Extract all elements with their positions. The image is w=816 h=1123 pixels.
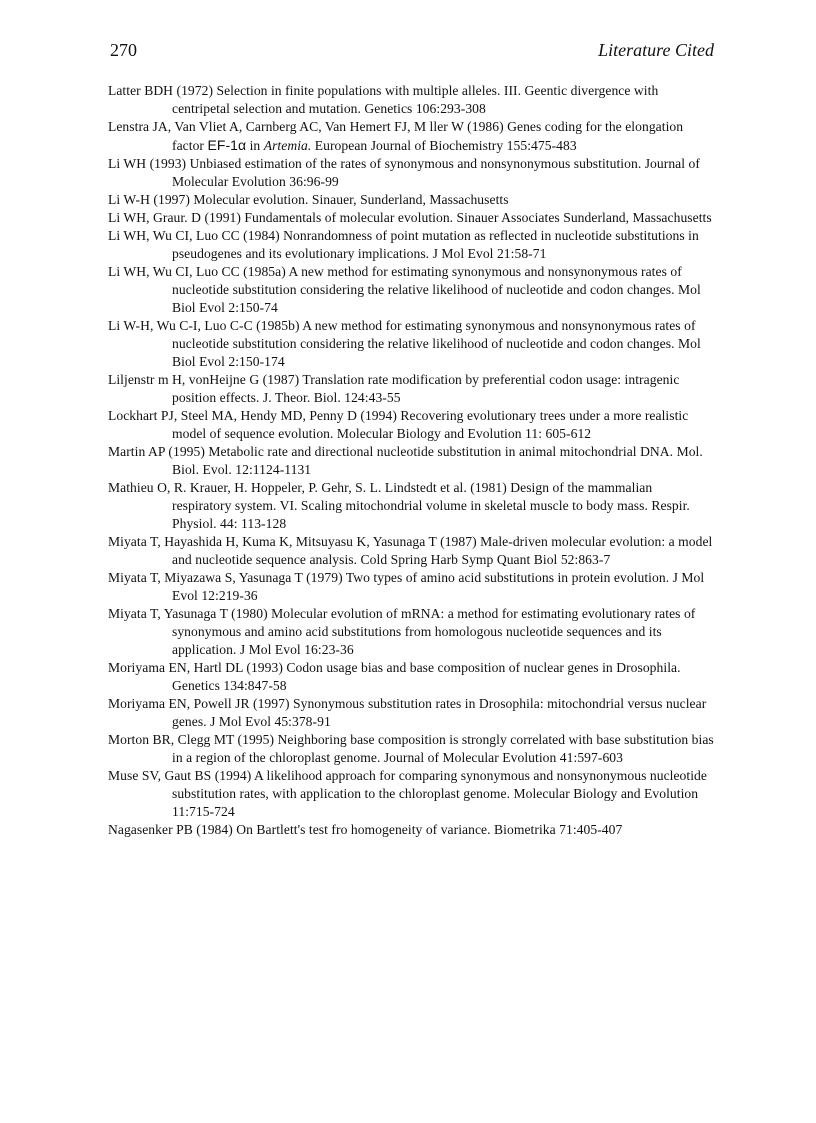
- reference-list: [108, 82, 714, 839]
- page-number: 270: [110, 40, 137, 60]
- reference-entry: [108, 479, 714, 533]
- reference-italic-text: Artemia.: [263, 138, 312, 153]
- reference-entry: [108, 443, 714, 479]
- reference-entry: [108, 695, 714, 731]
- reference-text: Li WH (1993) Unbiased estimation of the rates of synonymous and nonsynonymous substitution. Journal of Molecular Evolution 36:96-99: [108, 156, 700, 189]
- reference-text: Morton BR, Clegg MT (1995) Neighboring base composition is strongly correlated with base substitution bias in a region of the chloroplast genome. Journal of Molecular Evolution 41:597-603: [108, 732, 714, 765]
- reference-entry: [108, 263, 714, 317]
- reference-text: Li W-H (1997) Molecular evolution. Sinauer, Sunderland, Massachusetts: [108, 192, 509, 207]
- reference-text: Miyata T, Yasunaga T (1980) Molecular evolution of mRNA: a method for estimating evolutionary rates of synonymous and amino acid substitutions from homologous nucleotide sequences and its application. J Mol Evol 16:23-36: [108, 606, 696, 657]
- reference-entry: [108, 533, 714, 569]
- reference-entry: [108, 407, 714, 443]
- reference-entry: [108, 371, 714, 407]
- reference-text: Moriyama EN, Hartl DL (1993) Codon usage bias and base composition of nuclear genes in Drosophila. Genetics 134:847-58: [108, 660, 681, 693]
- reference-entry: [108, 227, 714, 263]
- reference-symbol-text: EF-1α: [207, 137, 247, 153]
- reference-entry: [108, 191, 714, 209]
- reference-entry: [108, 317, 714, 371]
- reference-entry: [108, 209, 714, 227]
- reference-entry: [108, 155, 714, 191]
- reference-text: Nagasenker PB (1984) On Bartlett's test fro homogeneity of variance. Biometrika 71:405-407: [108, 822, 623, 837]
- running-head: Literature Cited: [598, 40, 714, 60]
- reference-text: Liljenstr m H, vonHeijne G (1987) Translation rate modification by preferential codon usage: intragenic position effects. J. Theor. Biol. 124:43-55: [108, 372, 680, 405]
- reference-text: Lockhart PJ, Steel MA, Hendy MD, Penny D (1994) Recovering evolutionary trees under a more realistic model of sequence evolution. Molecular Biology and Evolution 11: 605-612: [108, 408, 689, 441]
- reference-entry: [108, 118, 714, 155]
- reference-text: Li W-H, Wu C-I, Luo C-C (1985b) A new method for estimating synonymous and nonsynonymous rates of nucleotide substitution considering the relative likelihood of nucleotide and codon changes. Mol Biol Evol 2:150-174: [108, 318, 701, 369]
- reference-text: Li WH, Graur. D (1991) Fundamentals of molecular evolution. Sinauer Associates Sunderland, Massachusetts: [108, 210, 712, 225]
- reference-text: in: [246, 138, 264, 153]
- reference-text: Martin AP (1995) Metabolic rate and directional nucleotide substitution in animal mitochondrial DNA. Mol. Biol. Evol. 12:1124-1131: [108, 444, 703, 477]
- reference-text: Li WH, Wu CI, Luo CC (1984) Nonrandomness of point mutation as reflected in nucleotide substitutions in pseudogenes and its evolutionary implications. J Mol Evol 21:58-71: [108, 228, 699, 261]
- reference-text: Mathieu O, R. Krauer, H. Hoppeler, P. Gehr, S. L. Lindstedt et al. (1981) Design of the mammalian respiratory system. VI. Scaling mitochondrial volume in skeletal muscle to body mass. Respir. Physiol. 44: 113-128: [108, 480, 690, 531]
- reference-entry: [108, 569, 714, 605]
- reference-entry: [108, 767, 714, 821]
- reference-entry: [108, 731, 714, 767]
- reference-text: Miyata T, Miyazawa S, Yasunaga T (1979) Two types of amino acid substitutions in protein evolution. J Mol Evol 12:219-36: [108, 570, 705, 603]
- reference-text: Miyata T, Hayashida H, Kuma K, Mitsuyasu K, Yasunaga T (1987) Male-driven molecular evolution: a model and nucleotide sequence analysis. Cold Spring Harb Symp Quant Biol 52:863-7: [108, 534, 713, 567]
- reference-entry: [108, 659, 714, 695]
- reference-entry: [108, 82, 714, 118]
- reference-entry: [108, 605, 714, 659]
- reference-text: Li WH, Wu CI, Luo CC (1985a) A new method for estimating synonymous and nonsynonymous rates of nucleotide substitution considering the relative likelihood of nucleotide and codon changes. Mol Biol Evol 2:150-74: [108, 264, 701, 315]
- reference-entry: [108, 821, 714, 839]
- reference-text: Latter BDH (1972) Selection in finite populations with multiple alleles. III. Geentic divergence with centripetal selection and mutation. Genetics 106:293-308: [108, 83, 659, 116]
- reference-text: European Journal of Biochemistry 155:475-483: [311, 138, 577, 153]
- reference-text: Lenstra JA, Van Vliet A, Carnberg AC, Van Hemert FJ, M ller W (1986) Genes coding for the elongation factor: [108, 119, 684, 153]
- reference-text: Moriyama EN, Powell JR (1997) Synonymous substitution rates in Drosophila: mitochondrial versus nuclear genes. J Mol Evol 45:378-91: [108, 696, 707, 729]
- reference-text: Muse SV, Gaut BS (1994) A likelihood approach for comparing synonymous and nonsynonymous nucleotide substitution rates, with application to the chloroplast genome. Molecular Biology and Evolution 11:715-724: [108, 768, 707, 819]
